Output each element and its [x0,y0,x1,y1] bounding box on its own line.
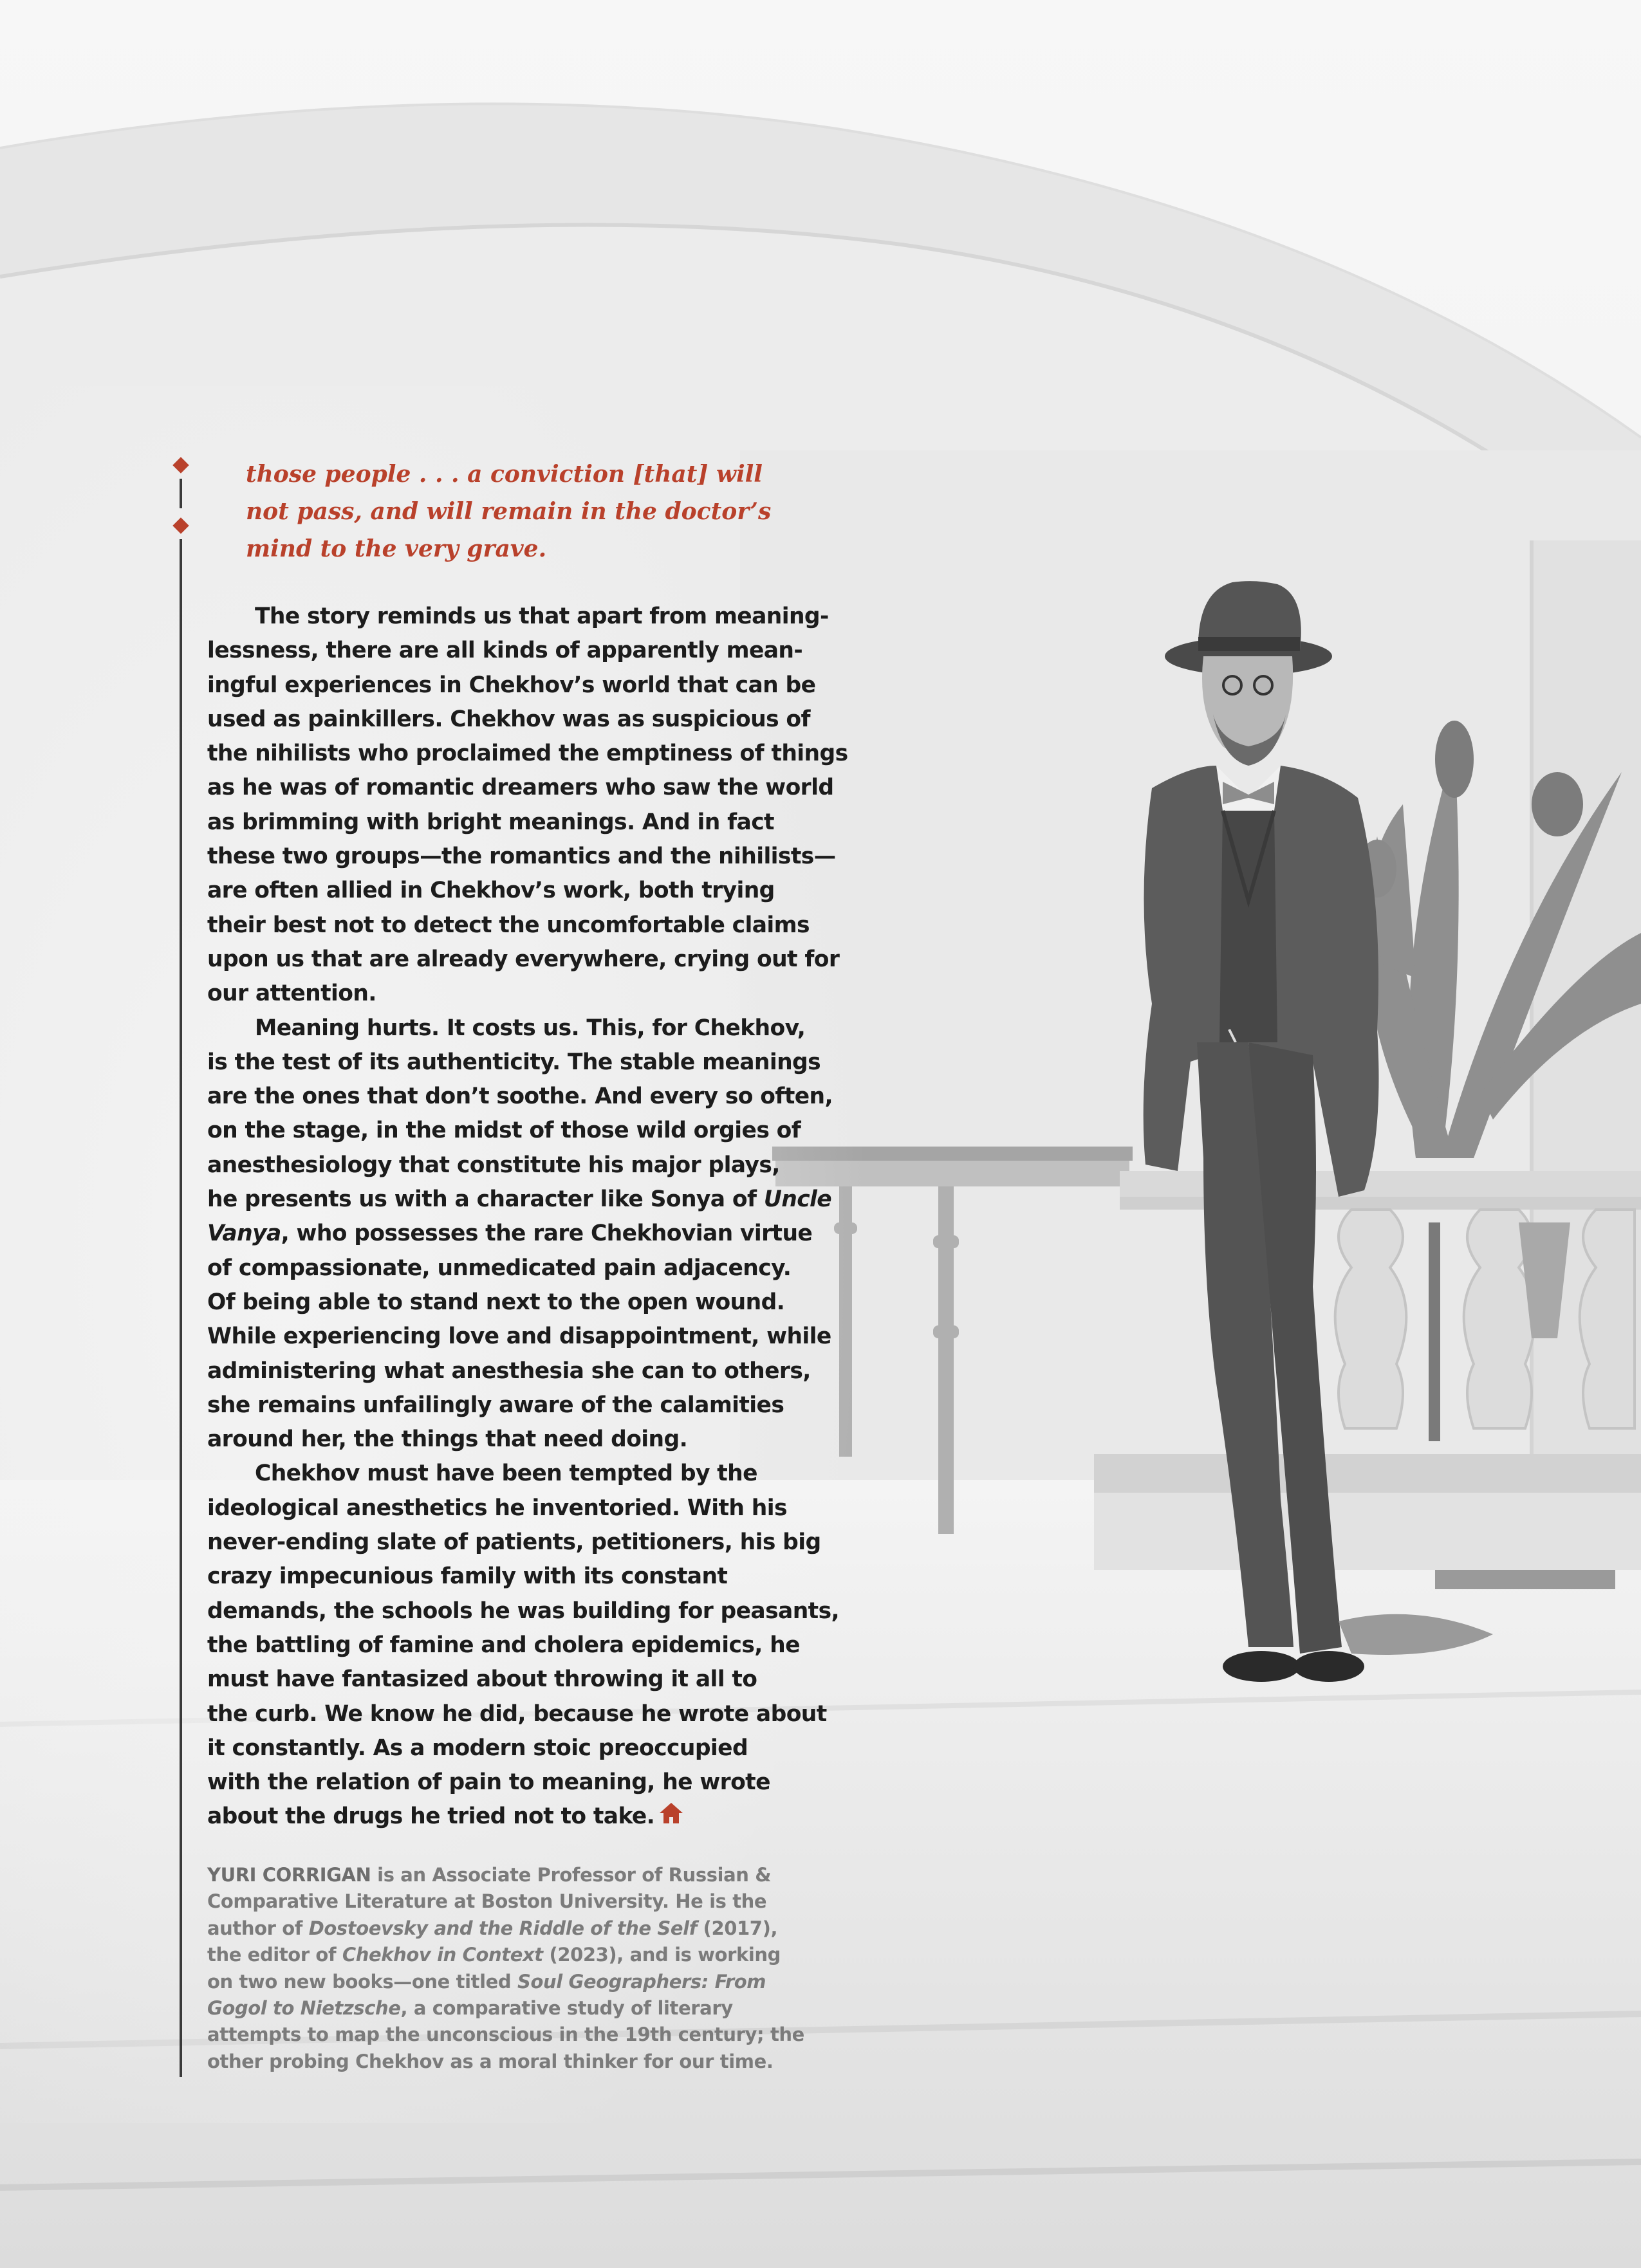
body-line: administering what anesthesia she can to others, [207,1358,811,1384]
body-line: must have fantasized about throwing it all to [207,1666,757,1693]
body-text-run: he presents us with a character like Sonya of [207,1186,764,1213]
body-line: While experiencing love and disappointment, while [207,1323,831,1350]
body-line: around her, the things that need doing. [207,1426,688,1453]
bio-text-run: the editor of [207,1944,342,1966]
body-line: demands, the schools he was building for peasants, [207,1598,840,1624]
bio-line: attempts to map the unconscious in the 19th century; the [207,2024,804,2046]
book-title-italic: Soul Geographers: From [517,1970,766,1993]
bio-line [207,1995,799,2022]
bio-text-run: on two new books—one titled [207,1970,517,1993]
bio-text-run: , a comparative study of literary [400,1997,733,2020]
body-line: anesthesiology that constitute his major plays, [207,1152,780,1178]
bio-text-run: author of [207,1917,309,1939]
bio-line [207,1942,799,1968]
body-line: their best not to detect the uncomfortable claims [207,912,810,938]
body-line: it constantly. As a modern stoic preoccupied [207,1735,748,1761]
book-title-italic: Gogol to Nietzsche [207,1997,401,2020]
article-body [207,600,848,1834]
body-line: the curb. We know he did, because he wrote about [207,1701,827,1727]
author-name: YURI CORRIGAN [207,1864,371,1886]
vertical-rule [180,539,182,2077]
body-line: the nihilists who proclaimed the emptiness of things [207,741,848,767]
work-title-italic: Vanya [207,1221,281,1247]
body-text-run: about the drugs he tried not to take. [207,1803,655,1830]
work-title-italic: Uncle [763,1186,832,1213]
body-line-with-title [207,1217,813,1251]
body-line: ideological anesthetics he inventoried. With his [207,1495,787,1521]
body-line: upon us that are already everywhere, crying out for [207,946,840,972]
bio-line: other probing Chekhov as a moral thinker for our time. [207,2050,774,2072]
body-line: Chekhov must have been tempted by the [255,1461,757,1487]
book-title-italic: Chekhov in Context [342,1944,543,1966]
vertical-rule-top [180,479,182,508]
body-line: of compassionate, unmedicated pain adjacency. [207,1255,792,1281]
body-line: with the relation of pain to meaning, he wrote [207,1769,770,1796]
pull-quote-line: not pass, and will remain in the doctor’s [246,498,772,525]
body-line: as brimming with bright meanings. And in fact [207,809,774,835]
house-icon [658,1802,684,1825]
body-line: our attention. [207,981,376,1007]
author-bio [207,1862,804,2075]
body-line: she remains unfailingly aware of the calamities [207,1392,784,1418]
bio-text-run: (2023), and is working [542,1944,781,1966]
body-line: ingful experiences in Chekhov’s world that can be [207,672,816,698]
body-line: The story reminds us that apart from meaning- [255,604,829,629]
bio-text-run: is an Associate Professor of Russian & [371,1864,772,1886]
body-line: on the stage, in the midst of those wild orgies of [207,1118,801,1144]
body-line: are the ones that don’t soothe. And every so often, [207,1083,833,1110]
body-line: never-ending slate of patients, petitioners, his big [207,1529,821,1556]
body-line: Meaning hurts. It costs us. This, for Chekhov, [255,1015,806,1041]
pull-quote-line: mind to the very grave. [246,535,547,562]
bio-line: Comparative Literature at Boston University. He is the [207,1890,767,1913]
body-line: used as painkillers. Chekhov was as suspicious of [207,706,810,732]
body-line: is the test of its authenticity. The stable meanings [207,1049,821,1075]
bio-line [207,1969,799,1995]
pull-quote-line: those people . . . a conviction [that] will [246,461,763,488]
body-line: crazy impecunious family with its constant [207,1563,728,1590]
body-line: as he was of romantic dreamers who saw the world [207,775,834,801]
body-line: are often allied in Chekhov’s work, both trying [207,878,775,904]
body-line-last [207,1800,799,1834]
body-line: the battling of famine and cholera epidemics, he [207,1632,800,1658]
book-title-italic: Dostoevsky and the Riddle of the Self [308,1917,697,1939]
pull-quote [246,456,812,567]
body-line: these two groups—the romantics and the nihilists— [207,844,836,870]
bio-text-run: (2017), [696,1917,778,1939]
body-line: Of being able to stand next to the open wound. [207,1289,785,1315]
bio-line [207,1862,799,1888]
body-text-run: , who possesses the rare Chekhovian virtue [281,1221,813,1247]
bio-line [207,1915,799,1942]
body-line-with-title [207,1183,832,1217]
body-line: lessness, there are all kinds of apparently mean- [207,638,803,664]
